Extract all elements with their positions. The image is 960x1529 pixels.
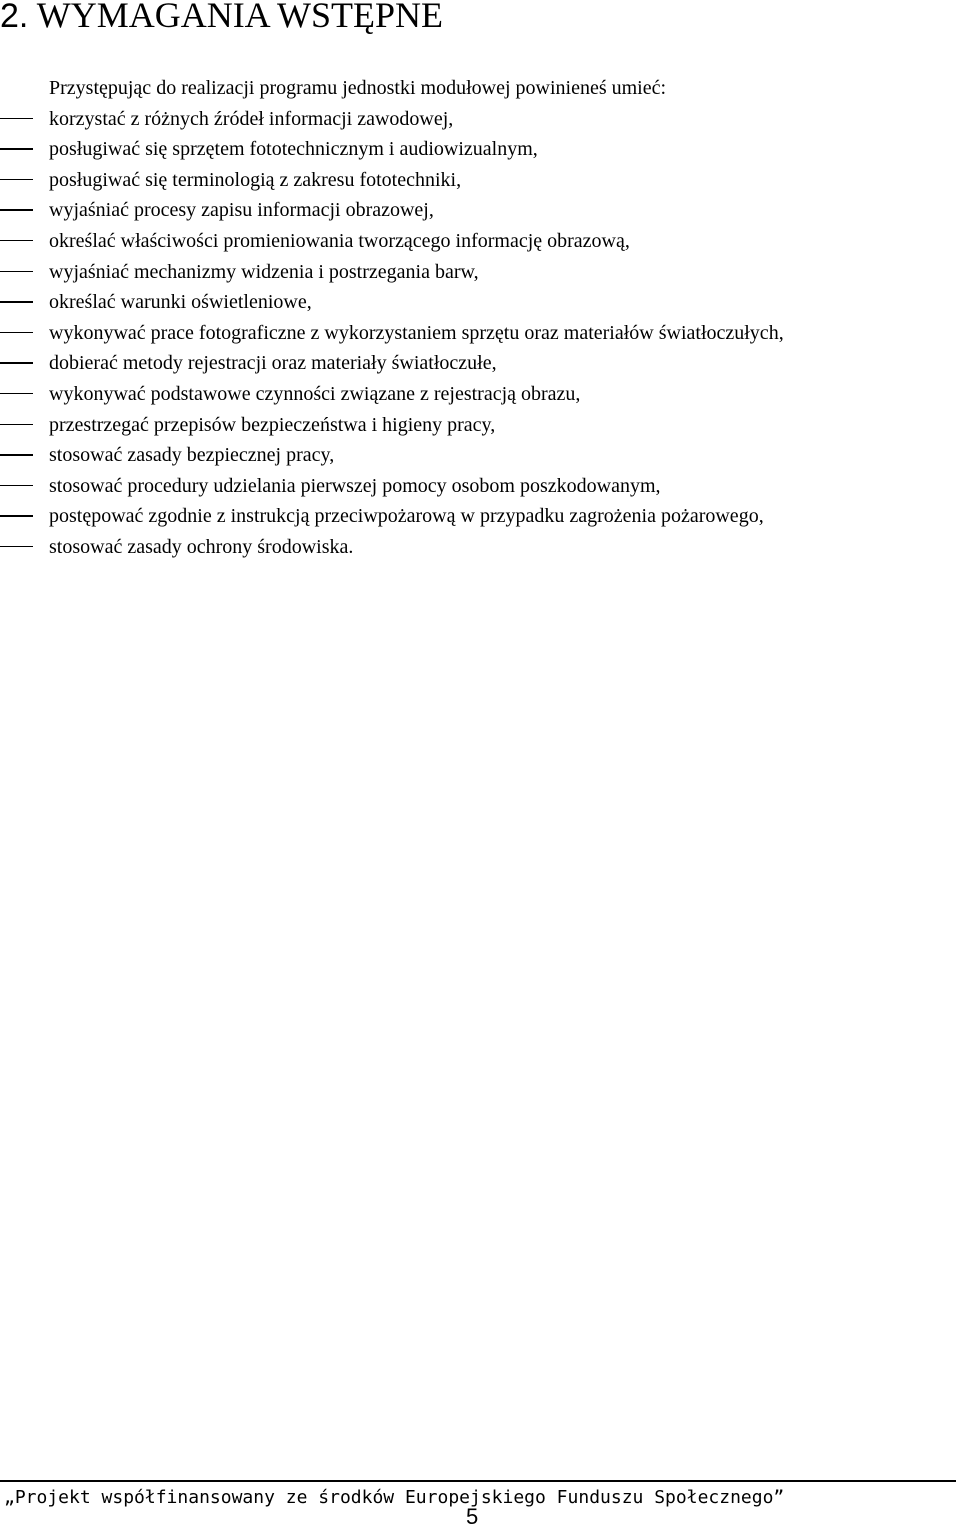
list-item-text: postępować zgodnie z instrukcją przeciwpożarową w przypadku zagrożenia pożarowego,	[49, 505, 764, 528]
list-item-text: określać warunki oświetleniowe,	[49, 291, 312, 314]
list-item	[0, 532, 956, 563]
list-item-text: posługiwać się terminologią z zakresu fototechniki,	[49, 168, 462, 191]
dash-bullet-icon	[0, 393, 33, 395]
list-item	[0, 226, 956, 257]
list-item	[0, 501, 956, 532]
dash-bullet-icon	[0, 118, 33, 120]
list-item-text: wykonywać prace fotograficzne z wykorzystaniem sprzętu oraz materiałów światłoczułych,	[49, 321, 784, 344]
list-item-text: określać właściwości promieniowania tworzącego informację obrazową,	[49, 229, 630, 252]
requirements-list	[0, 104, 956, 563]
list-item	[0, 195, 956, 226]
list-item-text: stosować zasady ochrony środowiska.	[49, 535, 354, 558]
dash-bullet-icon	[0, 362, 33, 364]
dash-bullet-icon	[0, 454, 33, 456]
dash-bullet-icon	[0, 271, 33, 273]
list-item	[0, 134, 956, 165]
dash-bullet-icon	[0, 301, 33, 303]
list-item-text: wyjaśniać procesy zapisu informacji obrazowej,	[49, 199, 434, 222]
dash-bullet-icon	[0, 332, 33, 334]
list-item	[0, 379, 956, 410]
section-number: 2.	[0, 0, 29, 35]
section-title: WYMAGANIA WSTĘPNE	[36, 0, 444, 35]
document-body	[0, 73, 956, 563]
list-item	[0, 287, 956, 318]
list-item	[0, 257, 956, 288]
dash-bullet-icon	[0, 424, 33, 426]
list-item-text: wykonywać podstawowe czynności związane z rejestracją obrazu,	[49, 382, 581, 405]
list-item-text: stosować zasady bezpiecznej pracy,	[49, 444, 335, 467]
list-item	[0, 165, 956, 196]
list-item	[0, 471, 956, 502]
dash-bullet-icon	[0, 179, 33, 181]
list-item-text: wyjaśniać mechanizmy widzenia i postrzegania barw,	[49, 260, 479, 283]
footer-divider	[0, 1480, 956, 1482]
dash-bullet-icon	[0, 209, 33, 211]
page-number: 5	[466, 1504, 479, 1529]
list-item	[0, 104, 956, 135]
intro-paragraph: Przystępując do realizacji programu jednostki modułowej powinieneś umieć:	[49, 77, 667, 99]
dash-bullet-icon	[0, 485, 33, 487]
list-item-text: posługiwać się sprzętem fototechnicznym i audiowizualnym,	[49, 138, 538, 161]
dash-bullet-icon	[0, 148, 33, 150]
dash-bullet-icon	[0, 240, 33, 242]
footer-project-note: „Projekt współfinansowany ze środków Europejskiego Funduszu Społecznego”	[4, 1487, 785, 1508]
list-item	[0, 318, 956, 349]
dash-bullet-icon	[0, 546, 33, 548]
section-heading	[0, 0, 443, 37]
list-item	[0, 440, 956, 471]
list-item-text: stosować procedury udzielania pierwszej pomocy osobom poszkodowanym,	[49, 474, 661, 497]
list-item-text: dobierać metody rejestracji oraz materiały światłoczułe,	[49, 352, 497, 375]
list-item-text: przestrzegać przepisów bezpieczeństwa i higieny pracy,	[49, 413, 496, 436]
list-item	[0, 410, 956, 441]
dash-bullet-icon	[0, 515, 33, 517]
list-item-text: korzystać z różnych źródeł informacji zawodowej,	[49, 107, 454, 130]
list-item	[0, 348, 956, 379]
